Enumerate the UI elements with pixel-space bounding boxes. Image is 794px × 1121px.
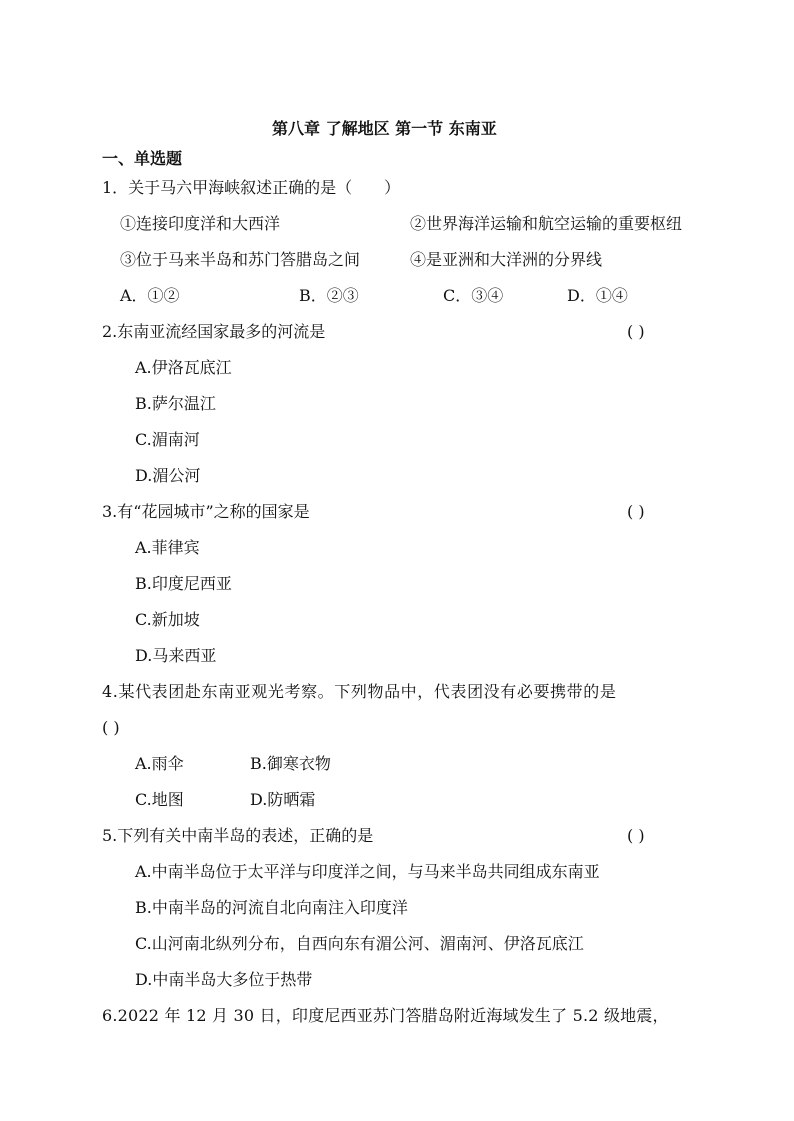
question-5-stem: 5.下列有关中南半岛的表述，正确的是 [102,826,374,845]
q1-statement-1: ①连接印度洋和大西洋 [120,214,281,233]
question-2-stem: 2.东南亚流经国家最多的河流是 [102,322,326,341]
page-title: 第八章 了解地区 第一节 东南亚 [272,119,497,138]
q1-statement-3: ③位于马来半岛和苏门答腊岛之间 [120,250,361,269]
q5-answer-blank: ( ) [627,826,645,845]
q3-option-a: A.菲律宾 [135,538,200,557]
q3-option-c: C.新加坡 [135,610,200,629]
q3-answer-blank: ( ) [627,502,645,521]
q4-option-d: D.防晒霜 [250,790,316,809]
q1-option-d: D．①④ [567,286,628,305]
q5-option-a: A.中南半岛位于太平洋与印度洋之间，与马来半岛共同组成东南亚 [135,862,600,881]
q2-option-d: D.湄公河 [135,466,201,485]
q1-option-a: A．①② [120,286,180,305]
q1-statement-2: ②世界海洋运输和航空运输的重要枢纽 [410,214,683,233]
q2-option-a: A.伊洛瓦底江 [135,358,232,377]
q4-answer-blank: ( ) [102,718,120,737]
q2-option-c: C.湄南河 [135,430,200,449]
section-heading: 一、单选题 [102,149,183,168]
q1-option-b: B．②③ [299,286,359,305]
q4-option-b: B.御寒衣物 [250,754,331,773]
question-1-stem: 1．关于马六甲海峡叙述正确的是（ ） [102,178,401,197]
question-4-stem: 4.某代表团赴东南亚观光考察。下列物品中，代表团没有必要携带的是 [102,682,617,701]
q5-option-c: C.山河南北纵列分布，自西向东有湄公河、湄南河、伊洛瓦底江 [135,934,584,953]
q1-statement-4: ④是亚洲和大洋洲的分界线 [410,250,603,269]
q2-answer-blank: ( ) [627,322,645,341]
question-3-stem: 3.有“花园城市”之称的国家是 [102,502,310,521]
q5-option-b: B.中南半岛的河流自北向南注入印度洋 [135,898,408,917]
q3-option-b: B.印度尼西亚 [135,574,232,593]
q4-option-a: A.雨伞 [135,754,184,773]
question-6-stem: 6.2022 年 12 月 30 日，印度尼西亚苏门答腊岛附近海域发生了 5.2 级地震， [102,1006,669,1025]
q3-option-d: D.马来西亚 [135,646,217,665]
q2-option-b: B.萨尔温江 [135,394,216,413]
q1-option-c: C．③④ [443,286,504,305]
q4-option-c: C.地图 [135,790,184,809]
q5-option-d: D.中南半岛大多位于热带 [135,970,313,989]
